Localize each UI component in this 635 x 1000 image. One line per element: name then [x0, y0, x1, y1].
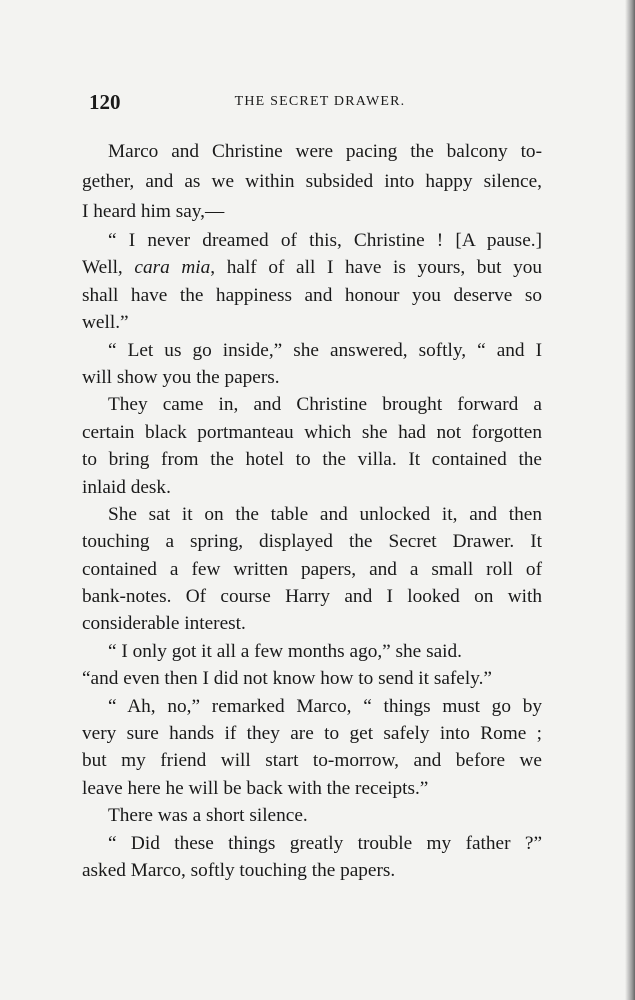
text-line: leave here he will be back with the receipts.”	[82, 777, 429, 799]
text-line: inlaid desk.	[82, 476, 171, 498]
page-number: 120	[89, 90, 121, 114]
running-title: THE SECRET DRAWER.	[234, 94, 406, 109]
text-line: Marco and Christine were pacing the balcony to-	[108, 141, 542, 162]
text-line: very sure hands if they are to get safely into Rome ;	[82, 723, 542, 745]
page-edge-shadow	[625, 0, 635, 1000]
text-line: will show you the papers.	[82, 366, 280, 388]
text-line: gether, and as we within subsided into happy silence,	[82, 171, 542, 192]
text-line: considerable interest.	[82, 613, 246, 635]
text-line: They came in, and Christine brought forward a	[108, 394, 542, 416]
text-line: bank-notes. Of course Harry and I looked on with	[82, 586, 542, 608]
text-line: “ Ah, no,” remarked Marco, “ things must go by	[108, 695, 542, 717]
text-line: shall have the happiness and honour you deserve so	[82, 284, 542, 306]
text-line: touching a spring, displayed the Secret Drawer. It	[82, 531, 542, 553]
text-line: “ I only got it all a few months ago,” she said.	[108, 640, 462, 662]
text-line: She sat it on the table and unlocked it, and then	[108, 503, 542, 525]
text-line: to bring from the hotel to the villa. It contained the	[82, 449, 542, 471]
text-line: but my friend will start to-morrow, and before we	[82, 750, 542, 772]
text-line: “ Did these things greatly trouble my father ?”	[108, 832, 542, 854]
text-line: certain black portmanteau which she had not forgotten	[82, 421, 542, 443]
text-line: “and even then I did not know how to send it safely.”	[82, 668, 492, 690]
body-text	[82, 137, 542, 884]
text-line: well.”	[82, 312, 129, 334]
text-line: I heard him say,—	[82, 201, 225, 222]
text-line: “ I never dreamed of this, Christine ! [A pause.]	[108, 230, 542, 251]
text-line: There was a short silence.	[108, 805, 308, 827]
text-line: asked Marco, softly touching the papers.	[82, 859, 396, 881]
text-line: “ Let us go inside,” she answered, softly, “ and I	[108, 339, 542, 361]
text-line: contained a few written papers, and a small roll of	[82, 558, 542, 580]
text-line: Well, cara mia, half of all I have is yours, but you	[82, 257, 543, 279]
